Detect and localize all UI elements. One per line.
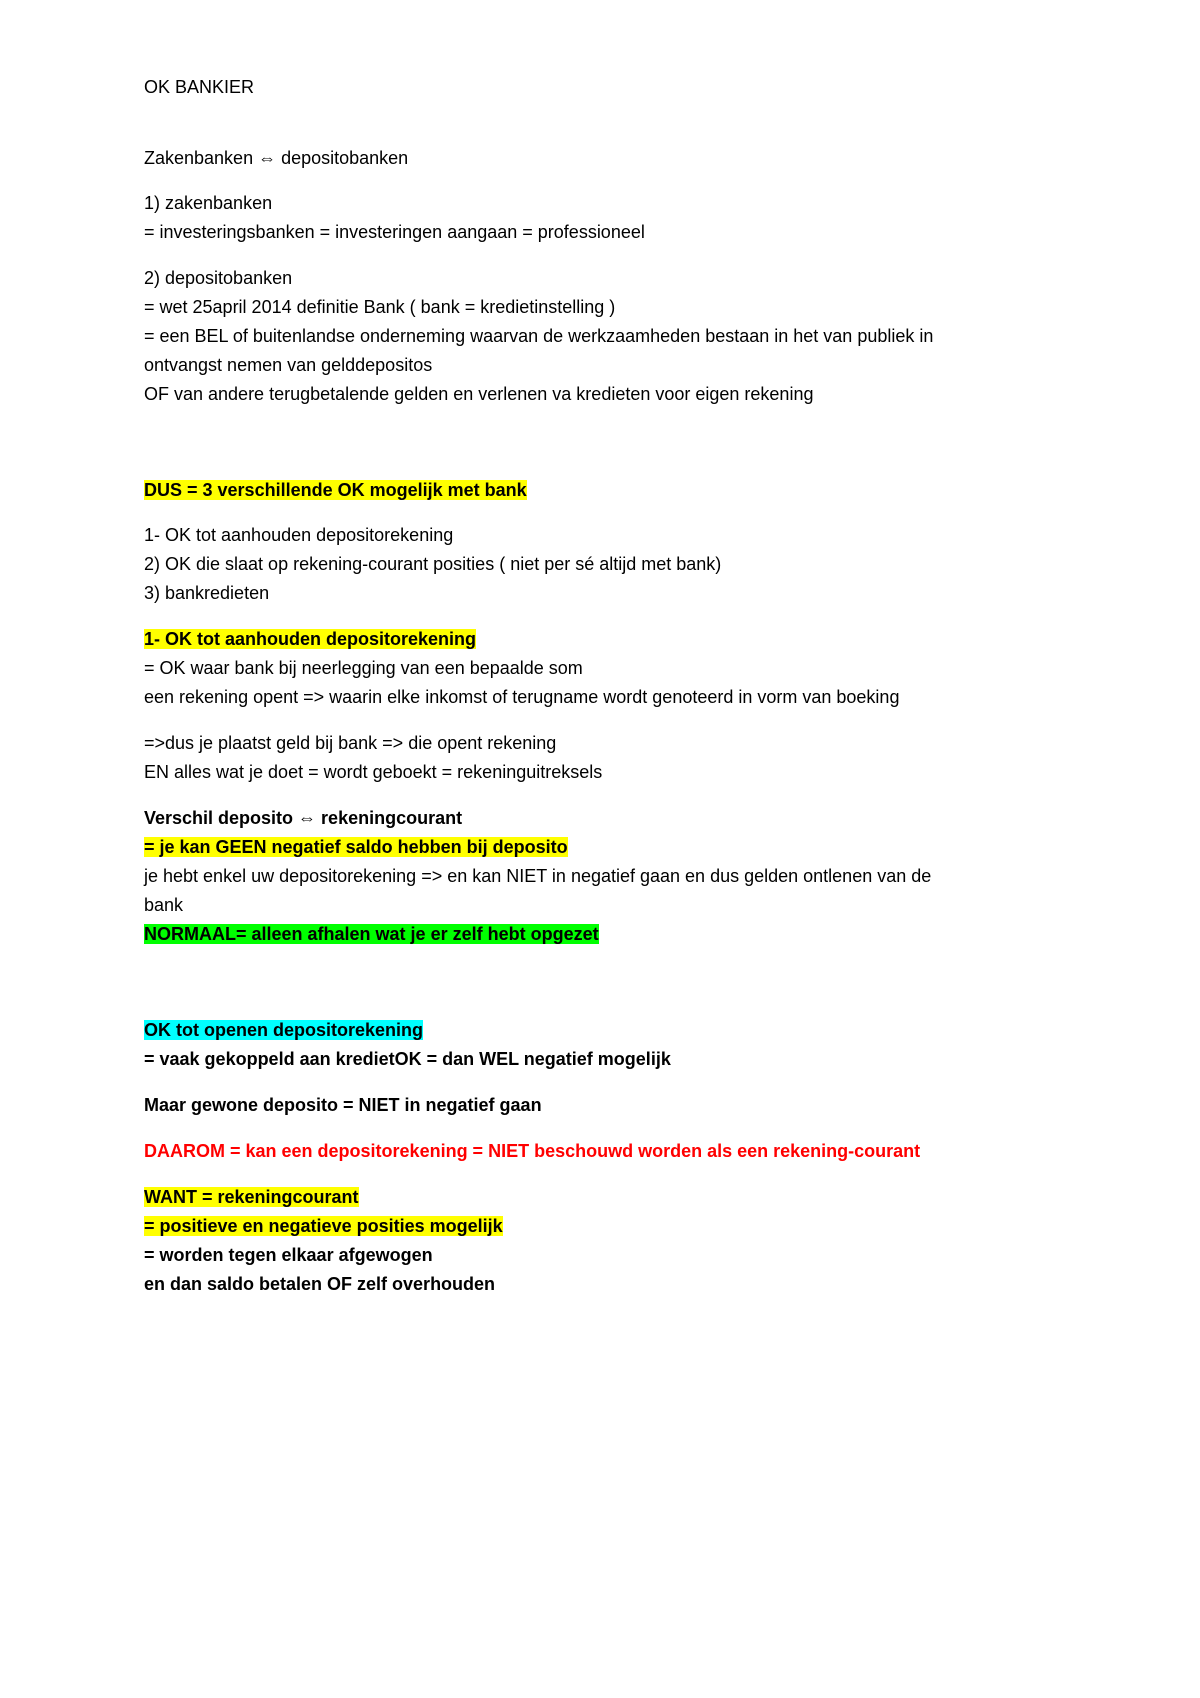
list-item-2: 2) OK die slaat op rekening-courant posities ( niet per sé altijd met bank) bbox=[144, 554, 722, 574]
line-definitie-3: OF van andere terugbetalende gelden en verlenen va kredieten voor eigen rekening bbox=[144, 384, 814, 404]
line-posities-mogelijk bbox=[144, 1214, 503, 1238]
highlight-dus: DUS = 3 verschillende OK mogelijk met bank bbox=[144, 480, 527, 500]
line-ok-waar-bank: = OK waar bank bij neerlegging van een bepaalde som bbox=[144, 658, 583, 678]
line-afgewogen: = worden tegen elkaar afgewogen bbox=[144, 1245, 433, 1265]
line-bank: bank bbox=[144, 895, 184, 915]
line-rekeninguitreksels: EN alles wat je doet = wordt geboekt = rekeninguitreksels bbox=[144, 762, 603, 782]
line-daarom: DAAROM = kan een depositorekening = NIET beschouwd worden als een rekening-courant bbox=[144, 1141, 921, 1161]
line-zakenbanken-heading: 1) zakenbanken bbox=[144, 193, 273, 213]
line-dus-geld-bank: =>dus je plaatst geld bij bank => die opent rekening bbox=[144, 733, 557, 753]
list-item-1: 1- OK tot aanhouden depositorekening bbox=[144, 525, 454, 545]
highlight-geen-negatief: = je kan GEEN negatief saldo hebben bij deposito bbox=[144, 837, 568, 857]
line-geen-negatief bbox=[144, 835, 568, 859]
highlight-section-1: 1- OK tot aanhouden depositorekening bbox=[144, 629, 477, 649]
highlight-posities: = positieve en negatieve posities mogelijk bbox=[144, 1216, 503, 1236]
line-normaal bbox=[144, 922, 599, 946]
highlight-want: WANT = rekeningcourant bbox=[144, 1187, 359, 1207]
line-kredietok: = vaak gekoppeld aan kredietOK = dan WEL negatief mogelijk bbox=[144, 1049, 671, 1069]
line-enkel-depositorekening: je hebt enkel uw depositorekening => en kan NIET in negatief gaan en dus gelden ontlenen van de bbox=[144, 866, 932, 886]
line-depositobanken-heading: 2) depositobanken bbox=[144, 268, 293, 288]
document-title: OK BANKIER bbox=[144, 77, 255, 97]
line-wet-definitie: = wet 25april 2014 definitie Bank ( bank = kredietinstelling ) bbox=[144, 297, 616, 317]
line-verschil-deposito: Verschil deposito ⇔ rekeningcourant bbox=[144, 808, 463, 828]
section-heading-openen bbox=[144, 1018, 423, 1042]
line-zakenbanken-vs-depositobanken: Zakenbanken ⇔ depositobanken bbox=[144, 148, 409, 168]
line-definitie-1: = een BEL of buitenlandse onderneming waarvan de werkzaamheden bestaan in het van publiek in bbox=[144, 326, 934, 346]
line-saldo-betalen: en dan saldo betalen OF zelf overhouden bbox=[144, 1274, 496, 1294]
section-heading-depositorekening bbox=[144, 627, 476, 651]
highlight-openen: OK tot openen depositorekening bbox=[144, 1020, 424, 1040]
line-definitie-2: ontvangst nemen van gelddepositos bbox=[144, 355, 433, 375]
line-dus-3-ok bbox=[144, 478, 527, 502]
line-rekening-opent: een rekening opent => waarin elke inkomst of terugname wordt genoteerd in vorm van boeking bbox=[144, 687, 900, 707]
line-want bbox=[144, 1185, 359, 1209]
list-item-3: 3) bankredieten bbox=[144, 583, 270, 603]
highlight-normaal: NORMAAL= alleen afhalen wat je er zelf hebt opgezet bbox=[144, 924, 599, 944]
line-investeringsbanken: = investeringsbanken = investeringen aangaan = professioneel bbox=[144, 222, 645, 242]
line-gewone-deposito: Maar gewone deposito = NIET in negatief gaan bbox=[144, 1095, 542, 1115]
